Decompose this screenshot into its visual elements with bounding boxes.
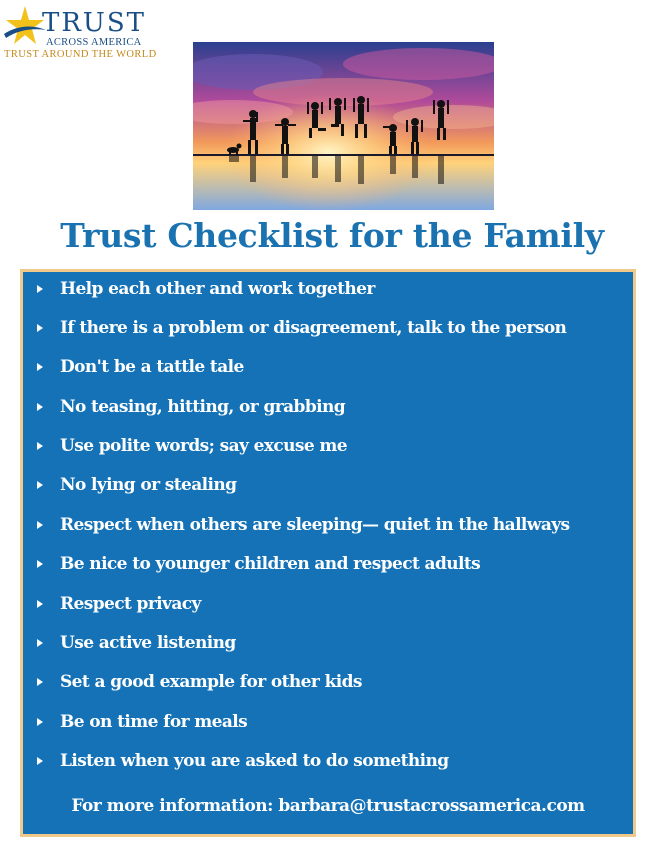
bullet-arrow-icon [37, 718, 43, 726]
sunset-people-jumping-photo-icon [193, 42, 494, 210]
checklist-item-text: Don't be a tattle tale [60, 357, 244, 377]
checklist-item [23, 513, 633, 543]
checklist-item [23, 710, 633, 740]
logo-subtitle: ACROSS AMERICA [46, 37, 142, 48]
page-title: Trust Checklist for the Family [60, 216, 604, 255]
checklist-item [23, 355, 633, 385]
checklist-item [23, 749, 633, 779]
bullet-arrow-icon [37, 521, 43, 529]
hero-photo [193, 42, 494, 210]
bullet-arrow-icon [37, 560, 43, 568]
checklist-item-text: Set a good example for other kids [60, 672, 362, 692]
bullet-arrow-icon [37, 324, 43, 332]
checklist-item [23, 473, 633, 503]
checklist-item-text: Listen when you are asked to do something [60, 751, 449, 771]
checklist-item-text: Respect privacy [60, 594, 201, 614]
bullet-arrow-icon [37, 285, 43, 293]
checklist-item [23, 316, 633, 346]
checklist-item-text: Be on time for meals [60, 712, 248, 732]
logo-wordmark: TRUST [42, 8, 146, 38]
checklist-item [23, 631, 633, 661]
checklist-item-text: Respect when others are sleeping— quiet in the hallways [60, 515, 570, 535]
checklist-item-text: Help each other and work together [60, 279, 375, 299]
checklist-item-text: Use polite words; say excuse me [60, 436, 347, 456]
logo-tagline: TRUST AROUND THE WORLD [4, 49, 157, 60]
trust-across-america-logo [2, 4, 157, 64]
checklist-item [23, 552, 633, 582]
contact-info: For more information: barbara@trustacrossamerica.com [71, 796, 585, 816]
bullet-arrow-icon [37, 481, 43, 489]
bullet-arrow-icon [37, 678, 43, 686]
checklist-item [23, 434, 633, 464]
checklist-item-text: No teasing, hitting, or grabbing [60, 397, 346, 417]
checklist-item-text: If there is a problem or disagreement, talk to the person [60, 318, 567, 338]
bullet-arrow-icon [37, 403, 43, 411]
checklist-item [23, 395, 633, 425]
checklist-item-text: Be nice to younger children and respect adults [60, 554, 481, 574]
bullet-arrow-icon [37, 600, 43, 608]
checklist-item [23, 592, 633, 622]
bullet-arrow-icon [37, 363, 43, 371]
checklist-item [23, 277, 633, 307]
checklist-item [23, 670, 633, 700]
bullet-arrow-icon [37, 757, 43, 765]
checklist-panel [20, 269, 636, 837]
checklist-item-text: Use active listening [60, 633, 236, 653]
checklist-item-text: No lying or stealing [60, 475, 237, 495]
bullet-arrow-icon [37, 639, 43, 647]
bullet-arrow-icon [37, 442, 43, 450]
